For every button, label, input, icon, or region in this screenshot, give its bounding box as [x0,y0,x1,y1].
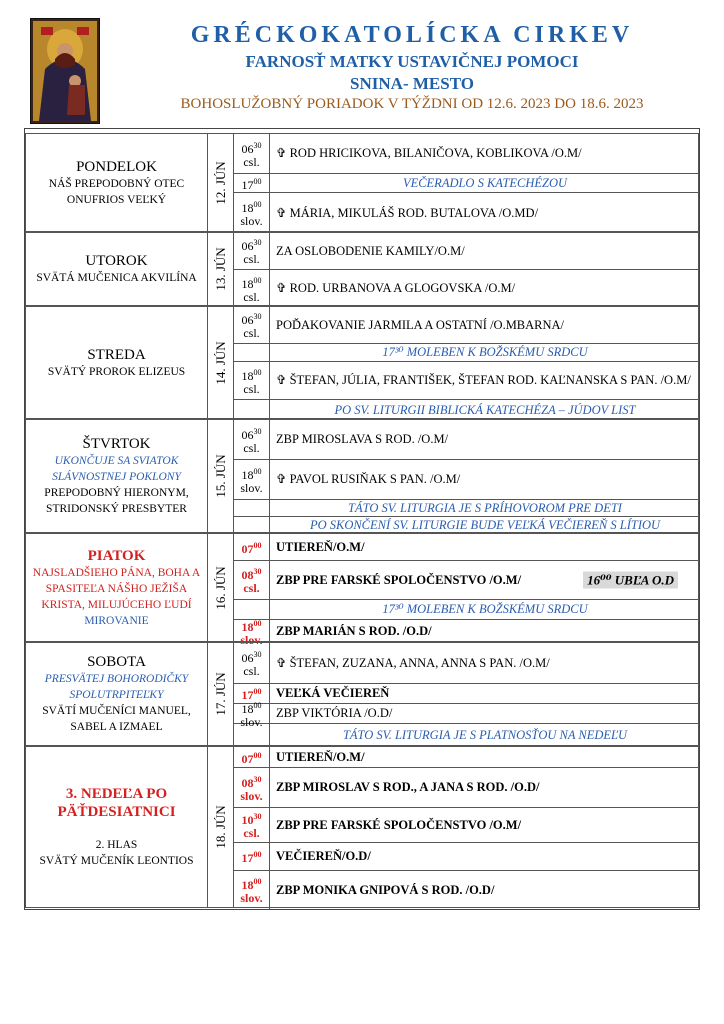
schedule-row [234,747,698,768]
time-value: $07^{00}$ [241,540,262,556]
parish-name: FARNOSŤ MATKY USTAVIČNEJ POMOCI [245,52,579,71]
time-cell [234,517,270,534]
time-value: $10^{30}$ [241,812,262,827]
language: slov. [240,891,263,905]
language: csl. [243,289,260,304]
time-cell [234,460,270,499]
intention-text: 17³⁰ MOLEBEN K BOŽSKÉMU SRDCU [382,602,588,616]
time-value: $18^{00}$ [241,466,262,482]
time-cell [234,561,270,599]
schedule-row [234,534,698,561]
intention-text: ✞ MÁRIA, MIKULÁŠ ROD. BUTALOVA /O.MD/ [276,205,539,220]
intention-text: ZA OSLOBODENIE KAMILY/O.M/ [276,243,465,258]
saint-line: 2. HLAS [95,839,138,851]
saint-line: SVÄTÝ MUČENÍK LEONTIOS [39,855,194,867]
intention-text: ZBP MIROSLAV S ROD., A JANA S ROD. /O.D/ [276,780,540,794]
time-cell [234,270,270,307]
date-label: 17. JÚN [212,672,228,716]
time-value: $08^{30}$ [241,567,262,582]
intention-text: PO SV. LITURGII BIBLICKÁ KATECHÉZA – JÚDOV LIST [334,402,636,417]
time-value: $06^{30}$ [241,426,262,442]
time-cell [234,618,270,647]
intention-text: ZBP MONIKA GNIPOVÁ S ROD. /O.D/ [276,882,495,897]
feast-line: KRISTA, MILUJÚCEHO ĽUDÍ [41,598,192,611]
day-block [25,642,699,746]
schedule-row [234,420,698,460]
schedule-row [234,517,698,534]
day-block [25,306,699,419]
note-badge: 16⁰⁰ UBĽA O.D [583,572,678,589]
date-label: 15. JÚN [212,454,228,498]
time-cell [234,400,270,420]
date-cell [208,307,234,418]
intention-text: TÁTO SV. LITURGIA JE S PLATNOSŤOU NA NEDEĽU [342,728,628,742]
time-value: $18^{00}$ [241,700,262,716]
day-block [25,232,699,306]
day-name: STREDA [87,346,146,363]
language: slov. [240,214,263,228]
day-name-cell [26,747,208,907]
church-title: GRÉCKOKATOLÍCKA CIRKEV [190,22,634,48]
intention-text: ✞ ŠTEFAN, ZUZANA, ANNA, ANNA S PAN. /O.M/ [276,655,550,670]
day-name: SOBOTA [87,654,146,670]
schedule-table [24,128,700,910]
intention-text: POĎAKOVANIE JARMILA A OSTATNÍ /O.MBARNA/ [276,317,565,332]
time-cell [234,747,270,767]
schedule-row [234,600,698,620]
schedule-title: BOHOSLUŽOBNÝ PORIADOK V TÝŽDNI OD 12.6. 2023 DO 18.6. 2023 [180,96,644,112]
saint-line: STRIDONSKÝ PRESBYTER [46,503,187,515]
time-cell [234,724,270,747]
intention-text: ✞ ROD HRICIKOVA, BILANIČOVA, KOBLIKOVA /O.M/ [276,146,582,160]
date-cell [208,643,234,745]
date-cell [208,747,234,907]
schedule-row [234,134,698,174]
date-label: 12. JÚN [212,160,228,205]
schedule-row [234,768,698,808]
time-cell [234,871,270,909]
time-cell [234,500,270,516]
time-value: $06^{30}$ [241,238,262,253]
time-cell [234,700,270,729]
time-cell [234,420,270,459]
intention-text: UTIEREŇ/O.M/ [276,749,365,764]
intention-text: VEČIEREŇ/O.D/ [276,849,371,863]
schedule-row [234,400,698,420]
feast-note: UKONČUJE SA SVIATOK [54,455,179,467]
day-block [25,419,699,533]
time-value: $06^{30}$ [241,140,262,156]
saint-line: ONUFRIOS VEĽKÝ [66,193,167,206]
day-block [25,533,699,647]
date-label: 16. JÚN [212,565,228,610]
saint-line: SVÄTÁ MUČENICA AKVILÍNA [36,272,197,284]
day-block [25,746,699,908]
time-cell [234,643,270,683]
language: slov. [240,632,263,647]
time-cell [234,307,270,343]
day-name: 3. NEDEĽA PO PÄŤDESIATNICI [57,786,176,820]
date-label: 18. JÚN [212,805,228,849]
day-name-cell [26,643,208,745]
town-name: SNINA- MESTO [350,74,474,93]
schedule-row [234,193,698,233]
time-value: $18^{00}$ [241,877,262,892]
time-cell [234,534,270,560]
feast-line: SPASITEĽA NÁŠHO JEŽIŠA [45,582,188,595]
intention-text: ✞ ROD. URBANOVA A GLOGOVSKA /O.M/ [276,281,516,295]
schedule-row [234,270,698,307]
schedule-row [234,460,698,500]
language: csl. [243,252,260,266]
schedule-row [234,233,698,270]
saint-line: SVÄTÝ PROROK ELIZEUS [47,365,186,378]
date-cell [208,134,234,231]
day-block [25,133,699,232]
page-header [0,0,724,128]
schedule-row [234,174,698,193]
intention-text: ZBP VIKTÓRIA /O.D/ [276,706,393,720]
feast-note: SLÁVNOSTNEJ POKLONY [52,471,181,483]
time-value: $17^{00}$ [241,687,262,702]
time-cell [234,768,270,807]
time-value: $07^{00}$ [241,750,262,766]
time-value: $08^{30}$ [241,774,262,790]
day-name-cell [26,420,208,532]
schedule-row [234,684,698,704]
feast-line: NAJSLADŠIEHO PÁNA, BOHA A [32,566,201,579]
time-value: $18^{00}$ [241,618,262,634]
schedule-row [234,362,698,400]
schedule-row [234,643,698,684]
saint-line: SABEL A IZMAEL [70,721,163,733]
icon-image [30,18,100,124]
schedule-row [234,307,698,344]
date-cell [208,233,234,305]
day-name: PIATOK [87,547,146,564]
intention-text: ZBP PRE FARSKÉ SPOLOČENSTVO /O.M/ 16⁰⁰ UBĽA O.D [276,561,694,599]
schedule-row [234,843,698,871]
day-name-cell [26,534,208,641]
intention-text: ZBP MARIÁN S ROD. /O.D/ [276,624,432,638]
intention-text: VEČERADLO S KATECHÉZOU [402,175,568,190]
day-name-cell [26,307,208,418]
time-cell [234,344,270,361]
language: csl. [243,381,260,396]
date-label: 14. JÚN [212,340,228,385]
schedule-row [234,344,698,362]
time-cell [234,174,270,192]
feast-note: MIROVANIE [84,614,149,627]
schedule-row [234,724,698,747]
time-cell [234,134,270,173]
intention-text: ZBP MIROSLAVA S ROD. /O.M/ [276,432,449,446]
time-cell [234,808,270,842]
day-name: ŠTVRTOK [82,436,151,452]
intention-text: PO SKONČENÍ SV. LITURGIE BUDE VEĽKÁ VEČIEREŇ S LÍTIOU [309,518,661,532]
time-value: $18^{00}$ [241,367,262,383]
time-cell [234,193,270,233]
schedule-row [234,561,698,600]
saint-line: PREPODOBNÝ HIERONYM, [44,487,189,499]
intention-text: VEĽKÁ VEČIEREŇ [276,686,390,700]
time-value: $18^{00}$ [241,200,262,215]
schedule-row [234,700,698,729]
day-name: PONDELOK [76,158,157,175]
schedule-row [234,871,698,909]
intention-text: TÁTO SV. LITURGIA JE S PRÍHOVOROM PRE DETI [348,500,622,515]
day-name-cell [26,233,208,305]
language: csl. [243,154,260,169]
intention-text: ZBP PRE FARSKÉ SPOLOČENSTVO /O.M/ [276,817,522,832]
date-label: 13. JÚN [212,247,228,291]
time-value: $17^{00}$ [241,850,262,865]
time-cell [234,233,270,269]
language: csl. [243,326,260,340]
time-value: $17^{00}$ [241,176,262,192]
intention-text: 17³⁰ MOLEBEN K BOŽSKÉMU SRDCU [382,345,588,359]
language: slov. [240,788,263,803]
date-cell [208,534,234,641]
feast-note: PRESVÄTEJ BOHORODIČKY [44,673,189,685]
intention-text: ✞ PAVOL RUSIŇAK S PAN. /O.M/ [276,472,461,486]
date-cell [208,420,234,532]
language: csl. [243,826,260,840]
time-cell [234,362,270,399]
saint-line: SVÄTÍ MUČENÍCI MANUEL, [42,705,191,717]
language: slov. [240,480,263,495]
time-value: $06^{30}$ [241,312,262,327]
language: csl. [243,581,260,595]
time-cell [234,843,270,870]
language: slov. [240,714,263,729]
language: csl. [243,664,260,678]
schedule-row [234,500,698,517]
intention-text: UTIEREŇ/O.M/ [276,539,365,554]
schedule-row [234,808,698,843]
day-name-cell [26,134,208,231]
language: csl. [243,440,260,455]
day-name: UTOROK [85,253,148,269]
saint-line: NÁŠ PREPODOBNÝ OTEC [48,177,185,190]
time-value: $18^{00}$ [241,275,262,291]
time-value: $06^{30}$ [241,650,262,665]
schedule-row [234,618,698,647]
intention-text: ✞ ŠTEFAN, JÚLIA, FRANTIŠEK, ŠTEFAN ROD. KAĽNANSKA S PAN. /O.M/ [276,373,691,387]
feast-note: SPOLUTRPITEĽKY [69,689,164,701]
